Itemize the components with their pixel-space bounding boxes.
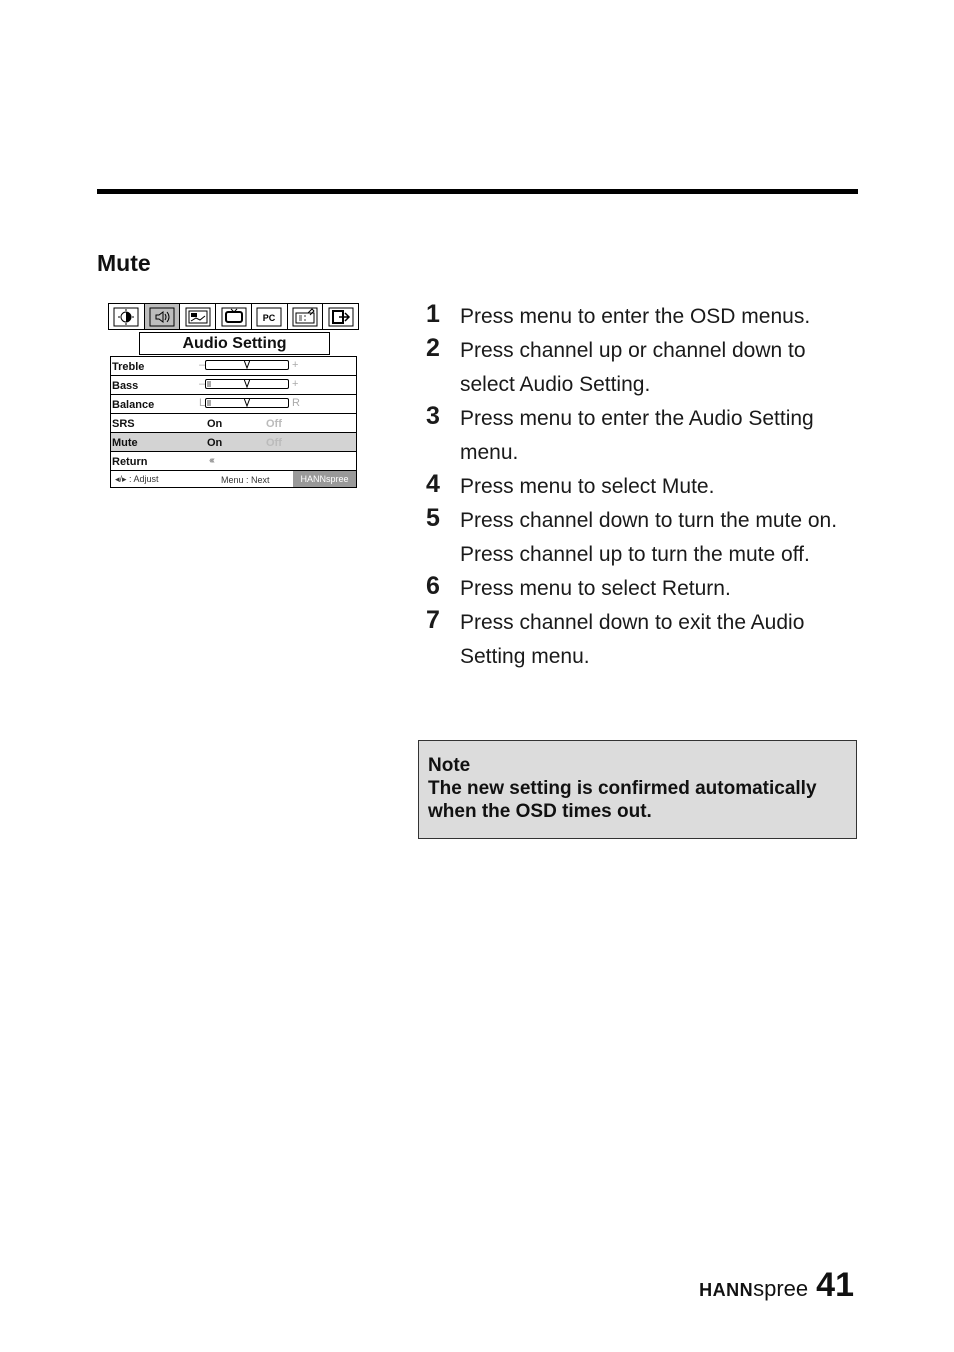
step-item [426, 334, 866, 402]
osd-row-bass[interactable] [111, 376, 356, 395]
step-text: Press channel up or channel down to select Audio Setting. [460, 339, 806, 396]
note-title: Note [428, 755, 471, 776]
slider-fill [207, 381, 211, 387]
mute-off-option[interactable]: Off [266, 437, 282, 449]
osd-brand-logo: HANNspree [293, 471, 356, 487]
page-number: 41 [816, 1266, 854, 1304]
osd-row-label: Balance [112, 399, 155, 411]
adjust-hint: ◂/▸ : Adjust [115, 474, 159, 484]
mute-on-option[interactable]: On [207, 437, 223, 449]
exit-icon[interactable] [323, 304, 358, 329]
max-mark: + [292, 359, 299, 371]
osd-tab-bar [108, 303, 359, 330]
osd-row-label: Mute [112, 437, 138, 449]
max-mark: + [292, 378, 299, 390]
steps-list [426, 300, 866, 674]
osd-title: Audio Setting [139, 332, 330, 355]
step-text: Press menu to select Return. [460, 577, 731, 600]
step-item [426, 300, 866, 334]
step-text: Press menu to select Mute. [460, 475, 715, 498]
speaker-icon[interactable] [145, 304, 181, 329]
srs-on-option[interactable]: On [207, 418, 223, 430]
step-item [426, 606, 866, 674]
srs-off-option[interactable]: Off [266, 418, 282, 430]
etc-icon[interactable] [288, 304, 324, 329]
page-footer [699, 1266, 854, 1305]
osd-menu [108, 303, 360, 485]
note-body: The new setting is confirmed automatically when the OSD times out. [428, 778, 817, 822]
bass-slider[interactable] [205, 379, 289, 389]
brightness-icon[interactable] [109, 304, 145, 329]
osd-row-srs[interactable] [111, 414, 356, 433]
step-text: Press menu to enter the OSD menus. [460, 305, 811, 328]
osd-row-label: SRS [112, 418, 135, 430]
osd-row-treble[interactable] [111, 357, 356, 376]
note-box [418, 740, 857, 839]
brand-logo-bold: HANN [699, 1280, 754, 1300]
next-hint: Menu : Next [221, 475, 270, 485]
step-number: 6 [426, 572, 440, 600]
osd-settings-table [110, 356, 357, 488]
step-text: Press channel down to exit the Audio Setting menu. [460, 611, 805, 668]
osd-footer [111, 471, 356, 487]
brand-logo-light: spree [753, 1276, 809, 1301]
step-item [426, 470, 866, 504]
section-title: Mute [97, 250, 151, 276]
step-text: Press channel down to turn the mute on. Press channel up to turn the mute off. [460, 509, 838, 566]
osd-row-label: Return [112, 456, 148, 468]
tv-icon[interactable] [216, 304, 252, 329]
treble-slider[interactable] [205, 360, 289, 370]
step-item [426, 402, 866, 470]
step-text: Press menu to enter the Audio Setting menu. [460, 407, 814, 464]
min-mark: L [199, 397, 206, 409]
slider-fill [207, 400, 211, 406]
slider-knob-icon[interactable] [244, 398, 250, 407]
step-number: 2 [426, 334, 440, 362]
min-mark: – [199, 359, 206, 371]
osd-row-return[interactable] [111, 452, 356, 471]
picture-icon[interactable] [180, 304, 216, 329]
svg-text:PC: PC [262, 312, 276, 323]
slider-knob-icon[interactable] [244, 379, 250, 388]
pc-icon[interactable] [252, 304, 288, 329]
osd-row-balance[interactable] [111, 395, 356, 414]
step-number: 1 [426, 300, 440, 328]
osd-row-label: Bass [112, 380, 139, 392]
step-item [426, 504, 866, 572]
osd-row-mute[interactable] [111, 433, 356, 452]
osd-row-label: Treble [112, 361, 145, 373]
return-arrows-icon: ‹‹‹ [209, 455, 213, 466]
step-number: 7 [426, 606, 440, 634]
step-item [426, 572, 866, 606]
balance-slider[interactable] [205, 398, 289, 408]
step-number: 5 [426, 504, 440, 532]
max-mark: R [292, 397, 300, 409]
step-number: 4 [426, 470, 440, 498]
step-number: 3 [426, 402, 440, 430]
top-rule [97, 189, 858, 194]
slider-knob-icon[interactable] [244, 360, 250, 369]
min-mark: – [199, 378, 206, 390]
